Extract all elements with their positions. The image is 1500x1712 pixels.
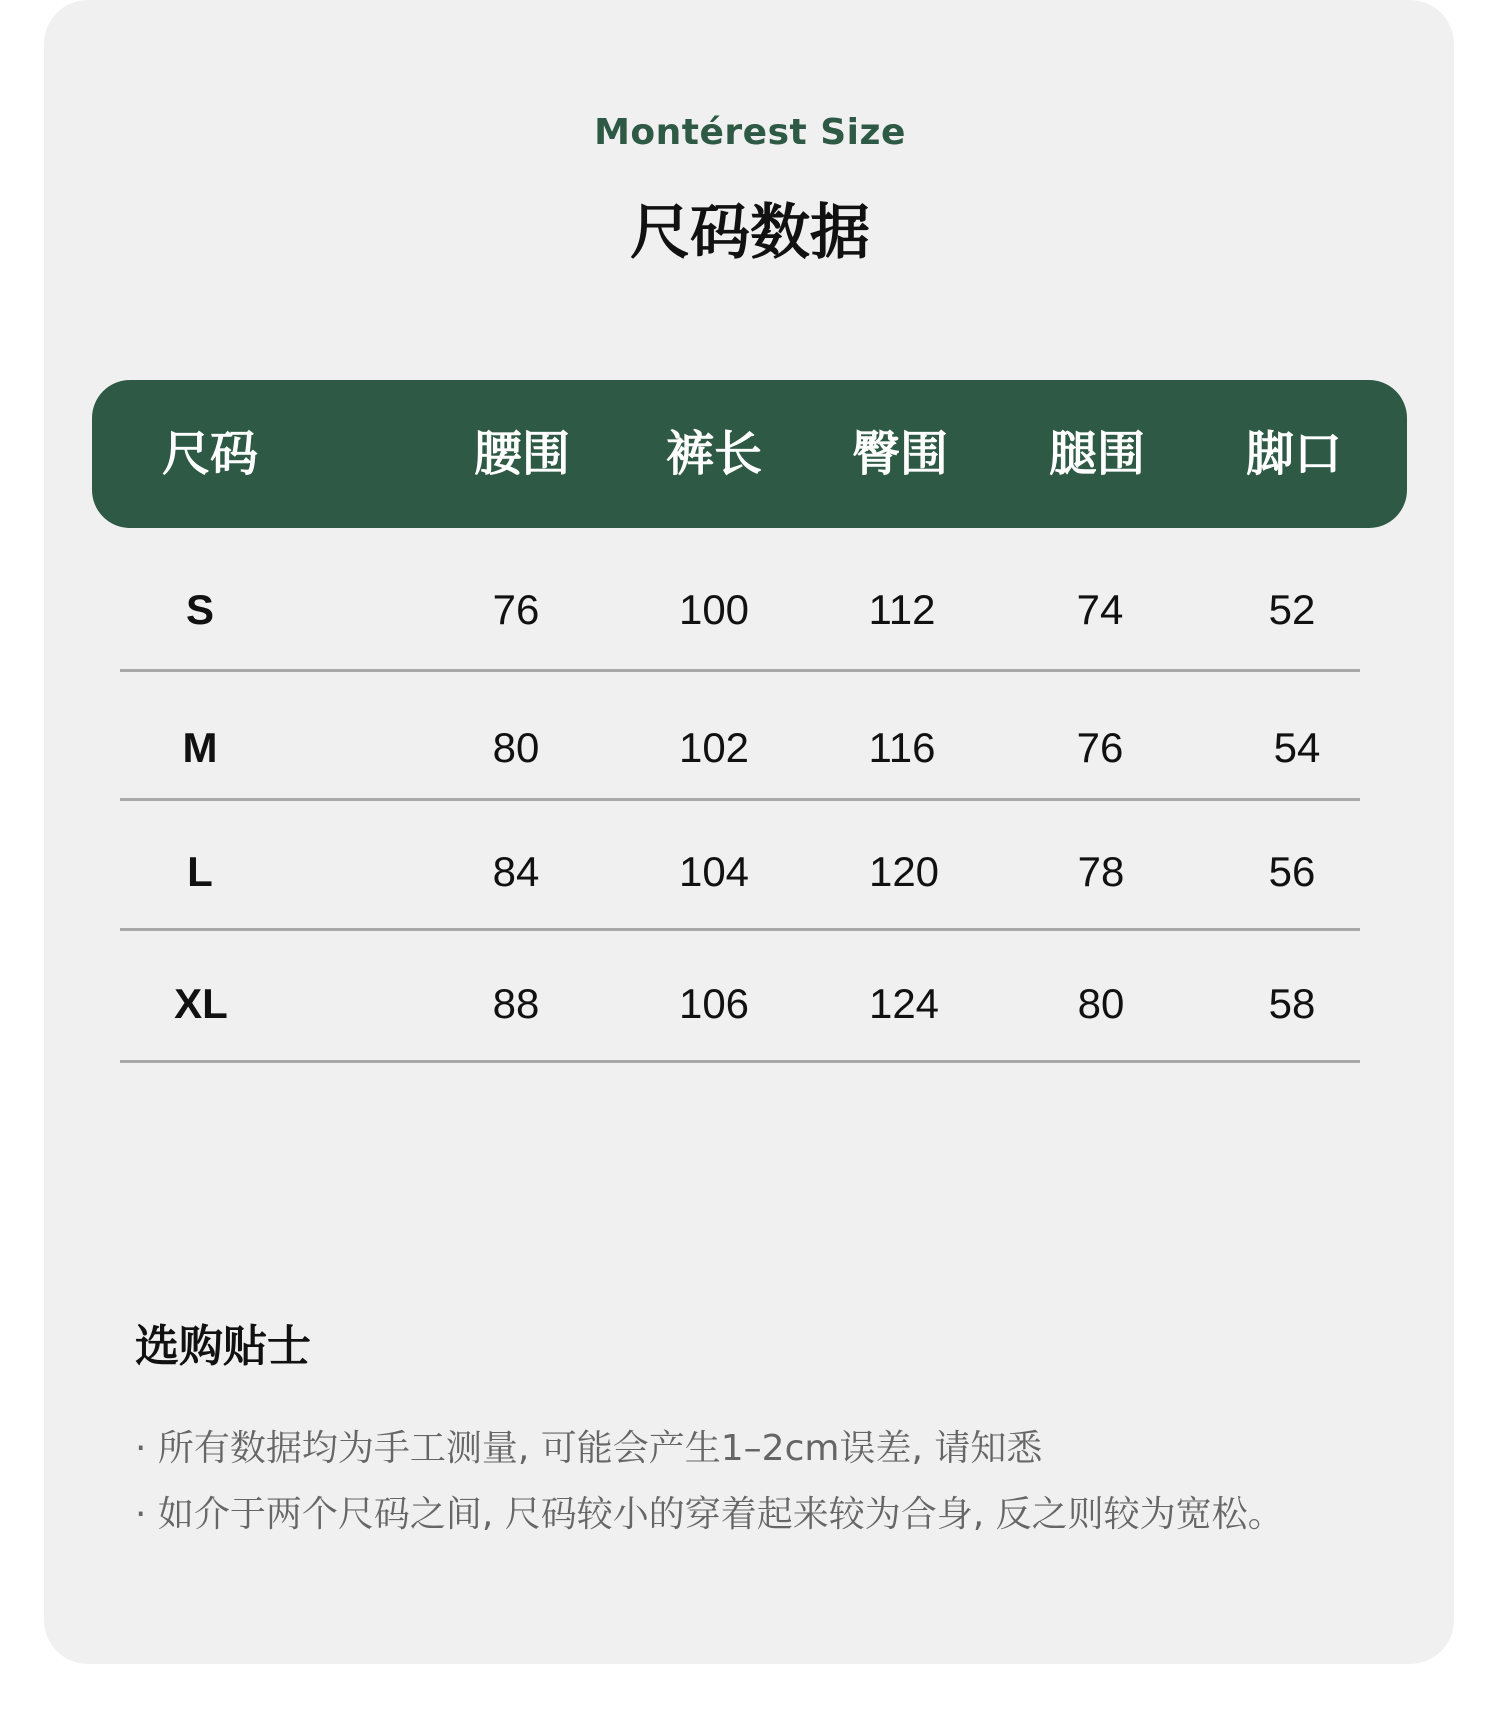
hem-cell: 58 — [1268, 980, 1316, 1027]
hip-cell: 120 — [868, 848, 940, 895]
row-size-cell: XL — [174, 980, 228, 1027]
waist-cell: 84 — [492, 848, 540, 895]
header-hip: 臀围 — [851, 426, 949, 482]
hip-cell: 124 — [868, 980, 940, 1027]
thigh-cell: 78 — [1077, 848, 1125, 895]
row-divider — [120, 1060, 1360, 1063]
thigh-cell: 80 — [1077, 980, 1125, 1027]
waist-cell: 76 — [492, 586, 540, 633]
brand-title: Montérest Size — [594, 112, 906, 153]
row-size-cell: M — [182, 724, 218, 771]
tip-item: · 如介于两个尺码之间, 尺码较小的穿着起来较为合身, 反之则较为宽松。 — [135, 1494, 1284, 1535]
hem-cell: 52 — [1268, 586, 1316, 633]
row-size-cell: L — [187, 848, 213, 895]
length-cell: 102 — [678, 724, 750, 771]
hem-cell: 56 — [1268, 848, 1316, 895]
waist-cell: 80 — [492, 724, 540, 771]
hip-cell: 112 — [868, 586, 936, 633]
thigh-cell: 74 — [1076, 586, 1124, 633]
header-length: 裤长 — [665, 426, 763, 482]
header-thigh: 腿围 — [1048, 426, 1146, 482]
length-cell: 106 — [678, 980, 750, 1027]
row-size-cell: S — [185, 586, 215, 633]
page-title: 尺码数据 — [630, 198, 870, 268]
header-hem: 脚口 — [1245, 426, 1343, 482]
row-divider — [120, 669, 1360, 672]
header-size: 尺码 — [161, 426, 259, 482]
thigh-cell: 76 — [1076, 724, 1124, 771]
hip-cell: 116 — [868, 724, 936, 771]
tips-title: 选购贴士 — [135, 1321, 311, 1372]
row-divider — [120, 928, 1360, 931]
length-cell: 104 — [678, 848, 750, 895]
hem-cell: 54 — [1273, 724, 1321, 771]
row-divider — [120, 798, 1360, 801]
tip-item: · 所有数据均为手工测量, 可能会产生1–2cm误差, 请知悉 — [135, 1428, 1043, 1469]
table-header — [92, 380, 1407, 528]
length-cell: 100 — [678, 586, 750, 633]
header-waist: 腰围 — [473, 426, 571, 482]
waist-cell: 88 — [492, 980, 540, 1027]
